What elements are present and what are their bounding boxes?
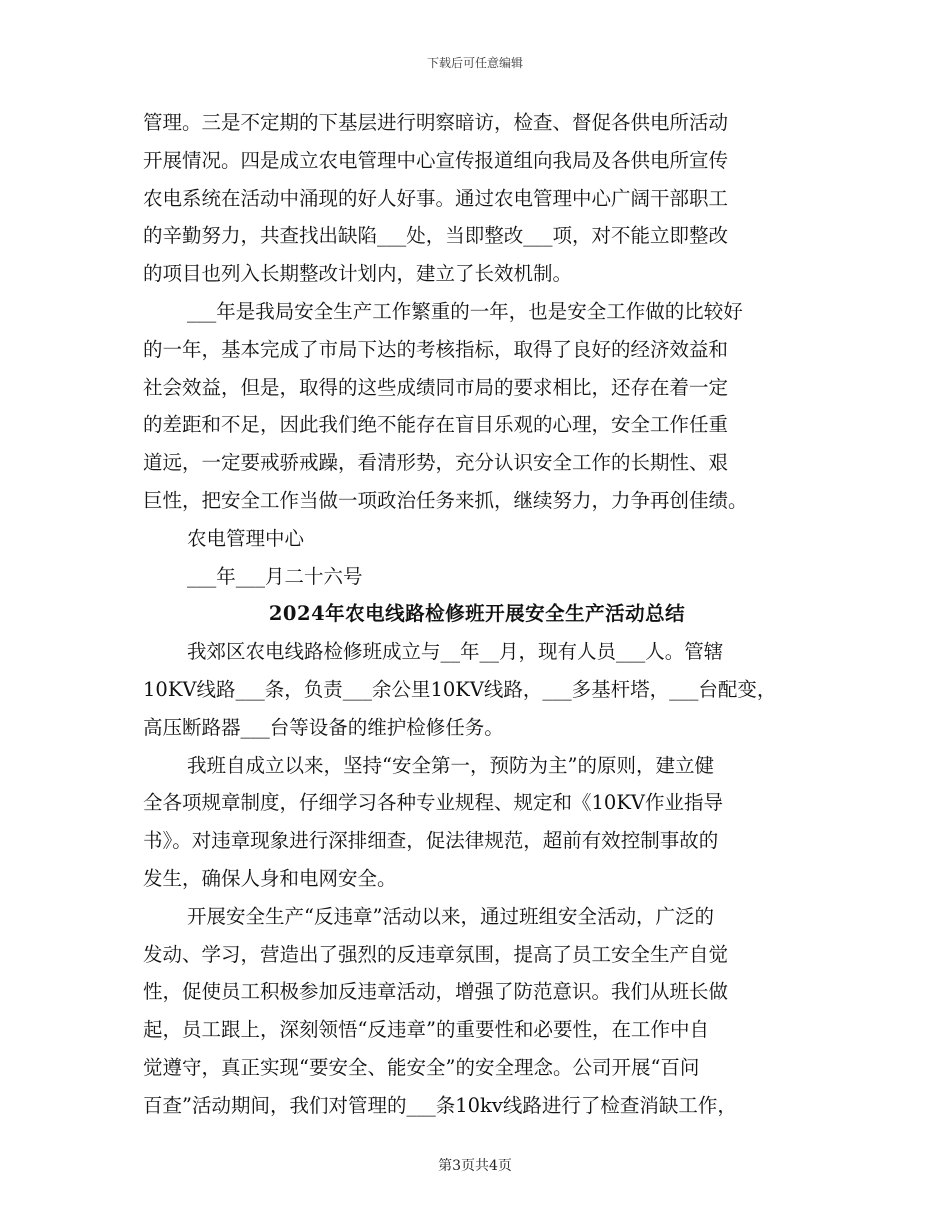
paragraph-line: 觉遵守，真正实现“要安全、能安全”的安全理念。公司开展“百问 <box>143 1055 700 1079</box>
document-body <box>143 104 811 1125</box>
paragraph-line: 的项目也列入长期整改计划内，建立了长效机制。 <box>143 262 573 286</box>
paragraph-line: 性，促使员工积极参加反违章活动，增强了防范意识。我们从班长做 <box>143 980 729 1004</box>
paragraph-line: 的辛勤努力，共查找出缺陷___处，当即整改___项，对不能立即整改 <box>143 224 729 248</box>
header-note: 下载后可任意编辑 <box>426 56 523 70</box>
paragraph-line: 发动、学习，营造出了强烈的反违章氛围，提高了员工安全生产自觉 <box>143 942 729 966</box>
paragraph-line: 全各项规章制度，仔细学习各种专业规程、规定和《10KV作业指导 <box>143 791 723 815</box>
paragraph-line: 道远，一定要戒骄戒躁，看清形势，充分认识安全工作的长期性、艰 <box>143 451 729 475</box>
signature-date: ___年___月二十六号 <box>187 564 363 588</box>
paragraph-line: 农电系统在活动中涌现的好人好事。通过农电管理中心广阔干部职工 <box>143 186 729 210</box>
paragraph-line: 百查”活动期间，我们对管理的___条10kv线路进行了检查消缺工作， <box>143 1093 737 1117</box>
page-number: 第3页共4页 <box>438 1158 512 1174</box>
signature-org: 农电管理中心 <box>187 526 305 550</box>
section-title: 2024年农电线路检修班开展安全生产活动总结 <box>268 602 686 626</box>
paragraph-line: ___年是我局安全生产工作繁重的一年，也是安全工作做的比较好 <box>187 299 743 323</box>
paragraph-line: 的差距和不足，因此我们绝不能存在盲目乐观的心理，安全工作任重 <box>143 413 729 437</box>
paragraph-line: 的一年，基本完成了市局下达的考核指标，取得了良好的经济效益和 <box>143 337 729 361</box>
paragraph-line: 开展安全生产“反违章”活动以来，通过班组安全活动，广泛的 <box>187 904 714 928</box>
paragraph-line: 高压断路器___台等设备的维护检修任务。 <box>143 715 504 739</box>
paragraph-line: 书》。对违章现象进行深排细查，促法律规范，超前有效控制事故的 <box>143 829 719 853</box>
paragraph-line: 10KV线路___条，负责___余公里10KV线路，___多基杆塔，___台配变， <box>143 677 777 701</box>
paragraph-line: 起，员工跟上，深刻领悟“反违章”的重要性和必要性，在工作中自 <box>143 1018 709 1042</box>
paragraph-line: 社会效益，但是，取得的这些成绩同市局的要求相比，还存在着一定 <box>143 375 729 399</box>
paragraph-line: 管理。三是不定期的下基层进行明察暗访，检查、督促各供电所活动 <box>143 111 729 134</box>
paragraph-line: 开展情况。四是成立农电管理中心宣传报道组向我局及各供电所宣传 <box>143 148 729 172</box>
paragraph-line: 我郊区农电线路检修班成立与__年__月，现有人员___人。管辖 <box>187 640 724 664</box>
paragraph-line: 发生，确保人身和电网安全。 <box>143 866 397 890</box>
paragraph-line: 我班自成立以来，坚持“安全第一，预防为主”的原则，建立健 <box>187 753 714 777</box>
paragraph-line: 巨性，把安全工作当做一项政治任务来抓，继续努力，力争再创佳绩。 <box>143 488 748 512</box>
